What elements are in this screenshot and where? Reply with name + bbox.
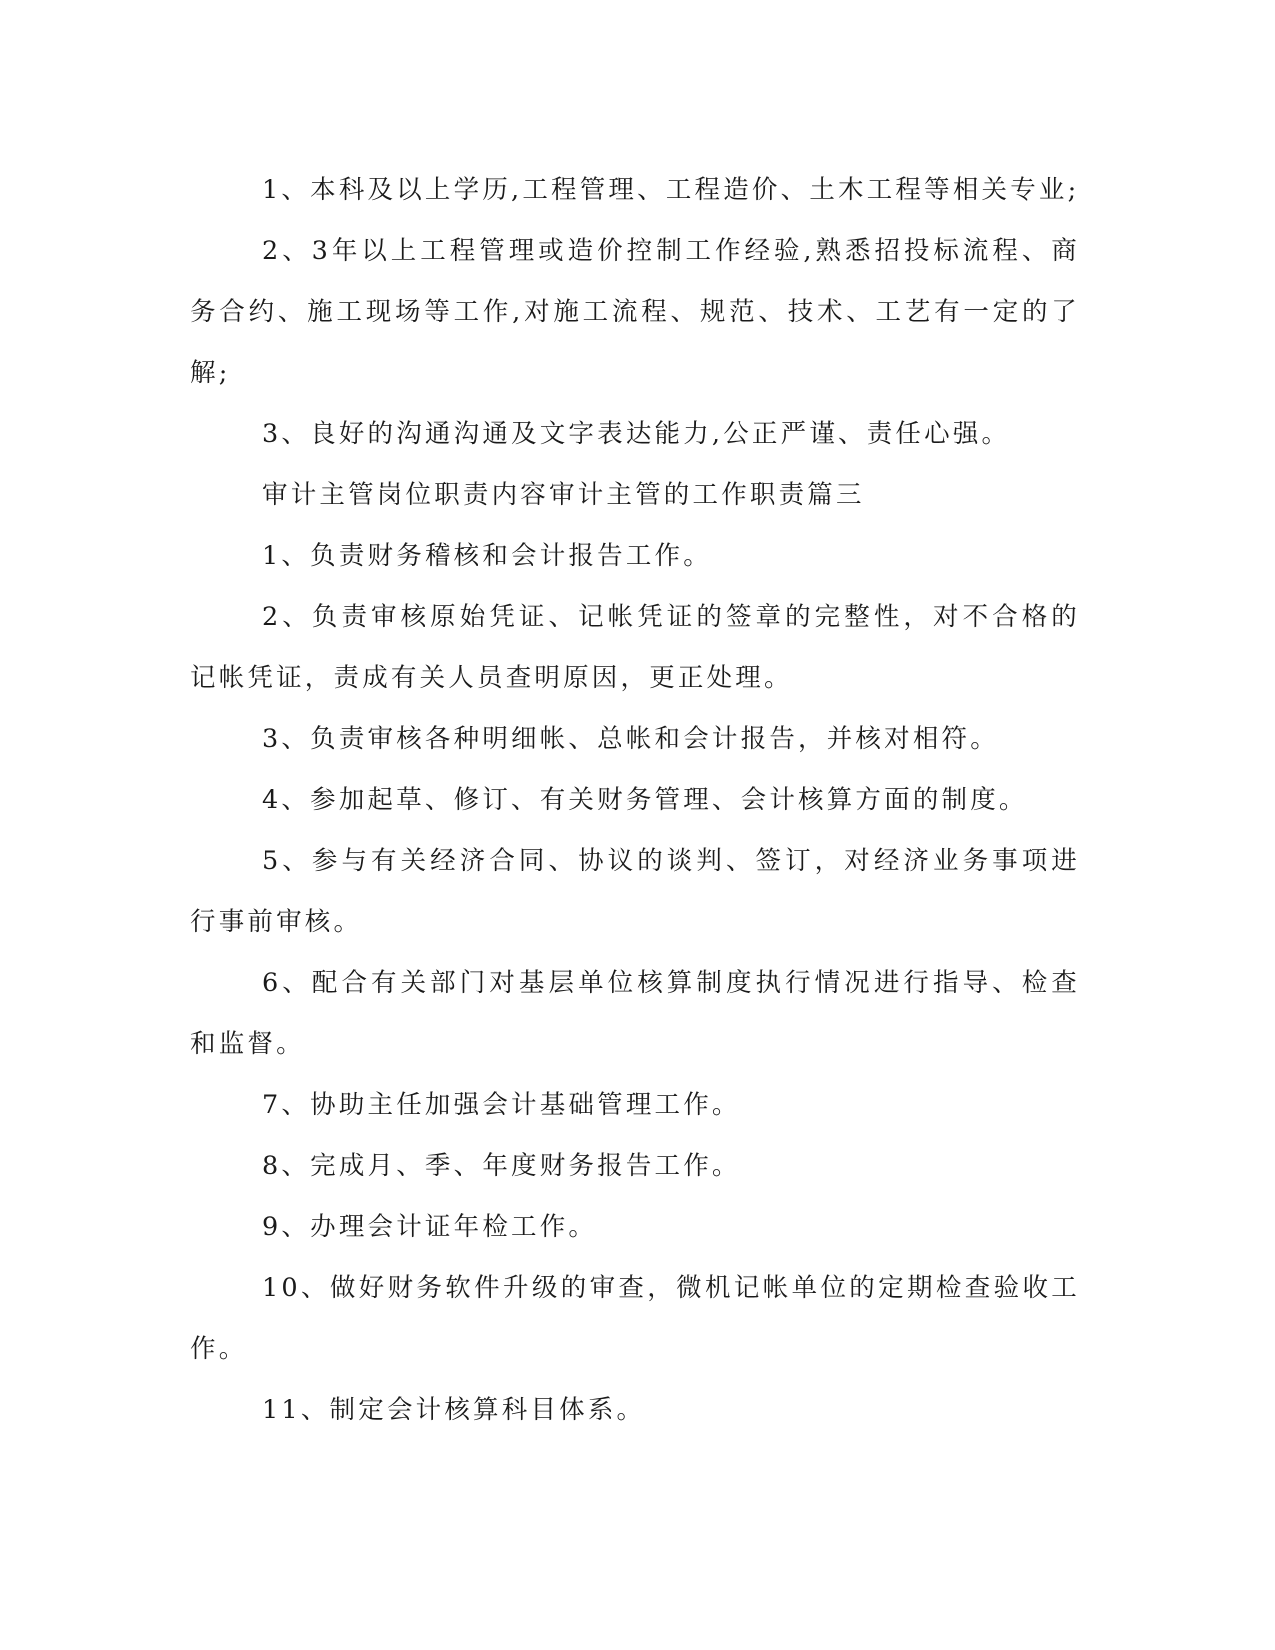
paragraph-duty-7: 7、协助主任加强会计基础管理工作。	[262, 1090, 741, 1120]
document-body	[190, 160, 1080, 1441]
paragraph-duty-8: 8、完成月、季、年度财务报告工作。	[262, 1151, 741, 1181]
paragraph-duty-3: 3、负责审核各种明细帐、总帐和会计报告，并核对相符。	[262, 724, 999, 754]
section-heading: 审计主管岗位职责内容审计主管的工作职责篇三	[262, 480, 865, 510]
paragraph-duty-6: 6、配合有关部门对基层单位核算制度执行情况进行指导、检查和监督。	[190, 968, 1080, 1059]
paragraph-requirement-2: 2、3年以上工程管理或造价控制工作经验,熟悉招投标流程、商务合约、施工现场等工作,对施工流程、规范、技术、工艺有一定的了解;	[190, 236, 1080, 388]
paragraph-duty-10: 10、做好财务软件升级的审查，微机记帐单位的定期检查验收工作。	[190, 1273, 1080, 1364]
paragraph-duty-11: 11、制定会计核算科目体系。	[262, 1395, 646, 1425]
paragraph-duty-5: 5、参与有关经济合同、协议的谈判、签订，对经济业务事项进行事前审核。	[190, 846, 1080, 937]
paragraph-duty-2: 2、负责审核原始凭证、记帐凭证的签章的完整性，对不合格的记帐凭证，责成有关人员查明原因，更正处理。	[190, 602, 1080, 693]
paragraph-duty-4: 4、参加起草、修订、有关财务管理、会计核算方面的制度。	[262, 785, 1028, 815]
paragraph-duty-1: 1、负责财务稽核和会计报告工作。	[262, 541, 712, 571]
paragraph-requirement-3: 3、良好的沟通沟通及文字表达能力,公正严谨、责任心强。	[262, 419, 1011, 449]
paragraph-duty-9: 9、办理会计证年检工作。	[262, 1212, 598, 1242]
paragraph-requirement-1: 1、本科及以上学历,工程管理、工程造价、土木工程等相关专业;	[262, 175, 1080, 205]
